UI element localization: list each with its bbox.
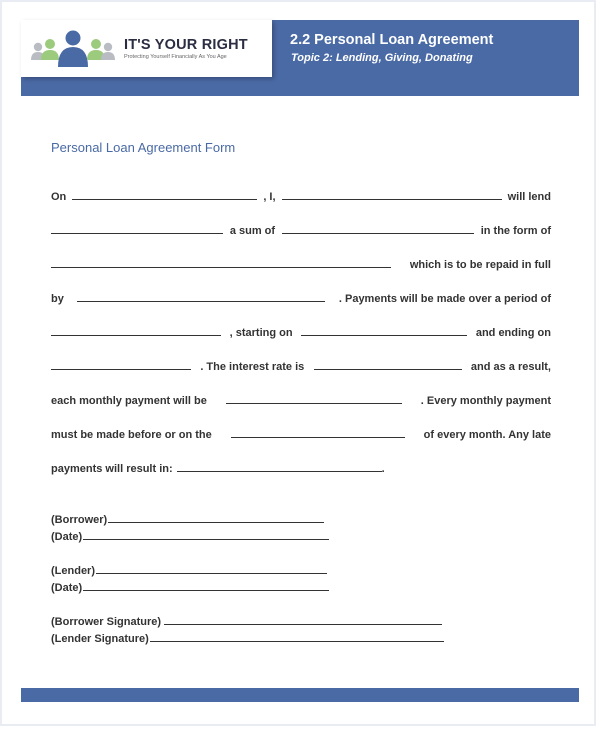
repay-by-date-blank[interactable] [77, 291, 325, 302]
late-result-label: payments will result in: [51, 463, 173, 475]
lender-signature-label: (Lender Signature) [51, 633, 149, 645]
loan-amount-blank[interactable] [282, 223, 474, 234]
form-of-label: in the form of [480, 225, 551, 237]
logo-title: IT'S YOUR RIGHT [124, 37, 248, 53]
borrower-name-blank[interactable] [51, 223, 223, 234]
lender-blank[interactable] [96, 563, 327, 574]
loan-form-blank[interactable] [51, 257, 391, 268]
form-line-8 [51, 427, 551, 441]
form-line-4 [51, 291, 551, 305]
lender-signature-row [51, 631, 551, 645]
lender-signature-blank[interactable] [150, 631, 444, 642]
as-a-result-label: and as a result, [470, 361, 551, 373]
lender-date-label: (Date) [51, 582, 83, 594]
lender-label: (Lender) [51, 565, 95, 577]
borrower-signature-label: (Borrower Signature) [51, 616, 162, 628]
lender-date-row [51, 580, 551, 594]
form-line-6 [51, 359, 551, 373]
monthly-payment-blank[interactable] [226, 393, 402, 404]
footer-band [21, 688, 579, 702]
starting-on-label: , starting on [229, 327, 293, 339]
borrower-signature-blank[interactable] [164, 614, 442, 625]
form-line-3 [51, 257, 551, 271]
people-logo-icon [30, 29, 116, 69]
end-date-blank[interactable] [51, 359, 191, 370]
form-line-9 [51, 461, 551, 475]
borrower-blank[interactable] [108, 512, 324, 523]
ending-on-label: and ending on [475, 327, 551, 339]
repaid-label: which is to be repaid in full [409, 259, 551, 271]
interest-rate-label: . The interest rate is [200, 361, 305, 373]
lender-date-blank[interactable] [83, 580, 329, 591]
period-blank[interactable] [51, 325, 221, 336]
form-line-1 [51, 189, 551, 203]
borrower-row [51, 512, 551, 526]
late-consequence-blank[interactable] [177, 461, 382, 472]
lender-row [51, 563, 551, 577]
payments-period-label: . Payments will be made over a period of [338, 293, 551, 305]
form-heading: Personal Loan Agreement Form [51, 140, 236, 155]
period-mark: . [381, 463, 385, 475]
due-before-label: must be made before or on the [51, 429, 212, 441]
start-date-blank[interactable] [301, 325, 467, 336]
borrower-date-label: (Date) [51, 531, 83, 543]
interest-rate-blank[interactable] [314, 359, 462, 370]
form-line-5 [51, 325, 551, 339]
borrower-signature-row [51, 614, 551, 628]
will-lend-label: will lend [507, 191, 551, 203]
date-blank[interactable] [72, 189, 257, 200]
document-subtitle: Topic 2: Lending, Giving, Donating [291, 52, 473, 64]
late-label: of every month. Any late [423, 429, 551, 441]
on-label: On [51, 191, 67, 203]
form-line-2 [51, 223, 551, 237]
due-day-blank[interactable] [231, 427, 405, 438]
sum-of-label: a sum of [229, 225, 276, 237]
monthly-payment-label: each monthly payment will be [51, 395, 207, 407]
every-monthly-label: . Every monthly payment [420, 395, 551, 407]
logo-tagline: Protecting Yourself Financially As You Age [124, 54, 227, 60]
by-label: by [51, 293, 64, 305]
document-title: 2.2 Personal Loan Agreement [290, 32, 494, 48]
borrower-date-blank[interactable] [83, 529, 329, 540]
form-line-7 [51, 393, 551, 407]
lender-name-blank[interactable] [282, 189, 502, 200]
i-label: , I, [263, 191, 276, 203]
borrower-date-row [51, 529, 551, 543]
borrower-label: (Borrower) [51, 514, 108, 526]
